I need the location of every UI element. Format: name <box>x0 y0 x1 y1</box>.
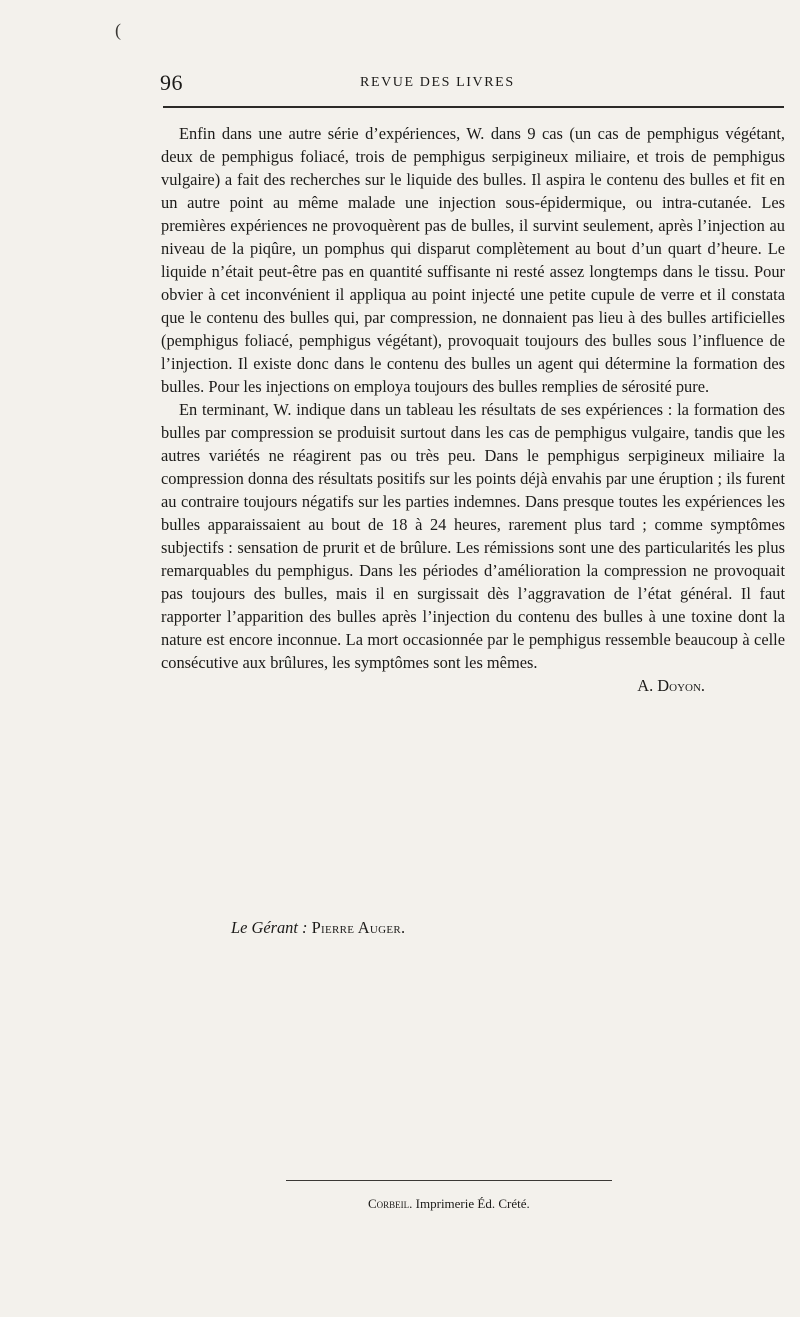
running-head: REVUE DES LIVRES <box>360 75 515 90</box>
gerant-label: Le Gérant : <box>231 918 308 937</box>
imprint-city: Corbeil. <box>368 1196 413 1211</box>
paragraph-2 <box>161 398 785 674</box>
printer-imprint <box>368 1196 530 1212</box>
imprint-text: Imprimerie Éd. Crété. <box>415 1196 530 1211</box>
gerant-line <box>231 918 405 938</box>
article-body <box>161 122 785 697</box>
paragraph-2-text: En terminant, W. indique dans un tableau les résultats de ses expériences : la formation des bulles par compression se produisit surtout dans les cas de pemphigus vulgaire, tandis que les autres variétés ne réagirent pas ou très peu. Dans le pemphigus serpigineux miliaire la compression donna des résultats positifs sur les points déjà envahis par une éruption ; ils furent au contraire toujours négatifs sur les parties indemnes. Dans presque toutes les expériences les bulles apparaissaient au bout de 18 à 24 heures, rarement plus tard ; comme symptômes subjectifs : sensation de prurit et de brûlure. Les rémissions sont une des particularités les plus remarquables du pemphigus. Dans les périodes d’amélioration la compression ne provoquait pas toujours des bulles, mais il en surgissait dès l’aggravation de l’état général. Il faut rapporter l’apparition des bulles après l’injection du contenu des bulles à une toxine dont la nature est encore inconnue. La mort occasionnée par le pemphigus ressemble beaucoup à celle consécutive aux brûlures, les symptômes sont les mêmes. <box>161 400 785 672</box>
footer-rule <box>286 1180 612 1181</box>
author-signature: A. Doyon. <box>637 676 705 695</box>
paragraph-1: Enfin dans une autre série d’expériences, W. dans 9 cas (un cas de pemphigus végétant, deux de pemphigus foliacé, trois de pemphigus serpigineux miliaire, et trois de pemphigus vulgaire) a fait des recherches sur le liquide des bulles. Il aspira le contenu des bulles et fit en un autre point au même malade une injection sous-épidermique, ou intra-cutanée. Les premières expériences ne provoquèrent pas de bulles, il survint seulement, après l’injection au niveau de la piqûre, un pomphus qui disparut complètement au bout d’un quart d’heure. Le liquide n’était peut-être pas en quantité suffisante ni resté assez longtemps dans le tissu. Pour obvier à cet inconvénient il appliqua au point injecté une petite cupule de verre et il constata que le contenu des bulles qui, par compression, ne donnaient pas lieu à des bulles artificielles (pemphigus foliacé, pemphigus végétant), provoquait toujours des bulles sous l’influence de l’injection. Il existe donc dans le contenu des bulles un agent qui détermine la formation des bulles. Pour les injections on employa toujours des bulles remplies de sérosité pure. <box>161 124 785 396</box>
gerant-name: Pierre Auger. <box>311 918 406 937</box>
signature-line <box>161 674 785 697</box>
page-number: 96 <box>160 70 183 95</box>
header-rule <box>163 106 784 108</box>
edge-mark: ( <box>115 20 121 40</box>
